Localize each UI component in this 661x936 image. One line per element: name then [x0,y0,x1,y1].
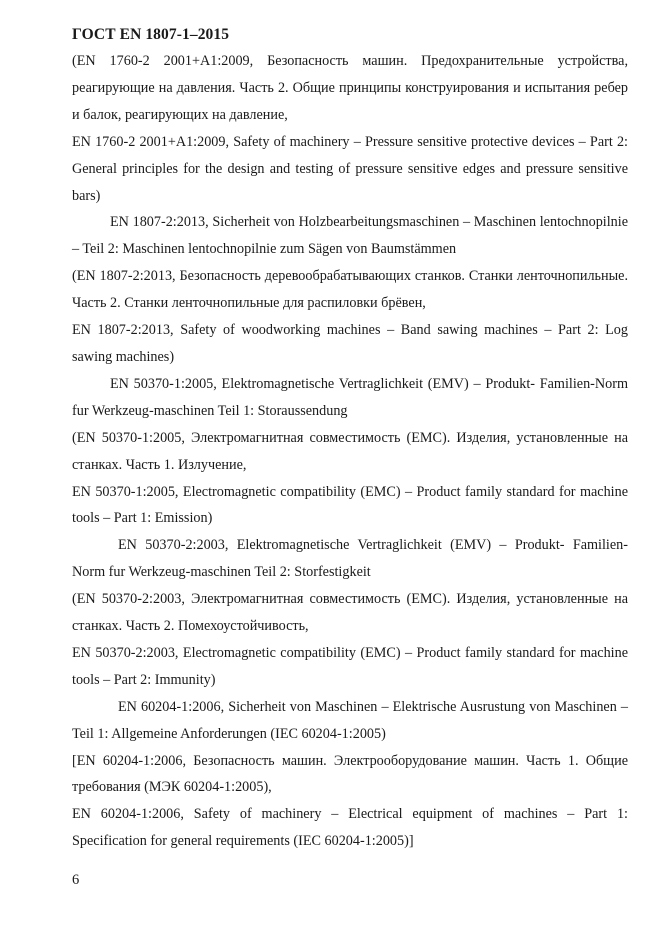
paragraph-en50370-2-en: EN 50370-2:2003, Electromagnetic compatibility (EMC) – Product family standard for machine tools – Part 2: Immunity) [72,644,628,688]
page-number: 6 [72,872,80,888]
paragraph-en50370-2-ru: (EN 50370-2:2003, Электромагнитная совместимость (EMC). Изделия, установленные на станках. Часть 2. Помехоустойчивость, [72,591,628,635]
paragraph-en50370-2-de: EN 50370-2:2003, Elektromagnetische Vertraglichkeit (EMV) – Produkt- Familien- Norm fur Werkzeug-maschinen Teil 2: Storfestigkeit [72,537,628,581]
paragraph-en60204-de: EN 60204-1:2006, Sicherheit von Maschinen – Elektrische Ausrustung von Maschinen – Teil 1: Allgemeine Anforderungen (IEC 60204-1:2005) [72,698,628,742]
paragraph-en60204-ru: [EN 60204-1:2006, Безопасность машин. Электрооборудование машин. Часть 1. Общие требования (МЭК 60204-1:2005), [72,752,628,796]
paragraph-en60204-en: EN 60204-1:2006, Safety of machinery – Electrical equipment of machines – Part 1: Specification for general requirements (IEC 60204-1:2005)] [72,806,628,850]
paragraph-en1807-de: EN 1807-2:2013, Sicherheit von Holzbearbeitungsmaschinen – Maschinen lentochnopilnie – Teil 2: Maschinen lentochnopilnie zum Sägen von Baumstämmen [72,214,628,258]
paragraph-en1760-en: EN 1760-2 2001+A1:2009, Safety of machinery – Pressure sensitive protective devices – Part 2: General principles for the design and testing of pressure sensitive edges and pressure sensitive bars) [72,133,628,204]
paragraph-en50370-1-en: EN 50370-1:2005, Electromagnetic compatibility (EMC) – Product family standard for machine tools – Part 1: Emission) [72,483,628,527]
body-text [72,48,628,855]
paragraph-en1760-ru: (EN 1760-2 2001+A1:2009, Безопасность машин. Предохранительные устройства, реагирующие на давления. Часть 2. Общие принципы конструирования и испытания ребер и балок, реагирующих на давление, [72,53,628,123]
paragraph-en50370-1-ru: (EN 50370-1:2005, Электромагнитная совместимость (EMC). Изделия, установленные на станках. Часть 1. Излучение, [72,429,628,473]
paragraph-en50370-1-de: EN 50370-1:2005, Elektromagnetische Vertraglichkeit (EMV) – Produkt- Familien-Norm fur Werkzeug-maschinen Teil 1: Storaussendung [72,375,628,419]
paragraph-en1807-en: EN 1807-2:2013, Safety of woodworking machines – Band sawing machines – Part 2: Log sawing machines) [72,322,628,365]
document-header: ГОСТ EN 1807-1–2015 [72,26,230,43]
paragraph-en1807-ru: (EN 1807-2:2013, Безопасность деревообрабатывающих станков. Станки ленточнопильные. Часть 2. Станки ленточнопильные для распиловки брёвен, [72,268,628,312]
